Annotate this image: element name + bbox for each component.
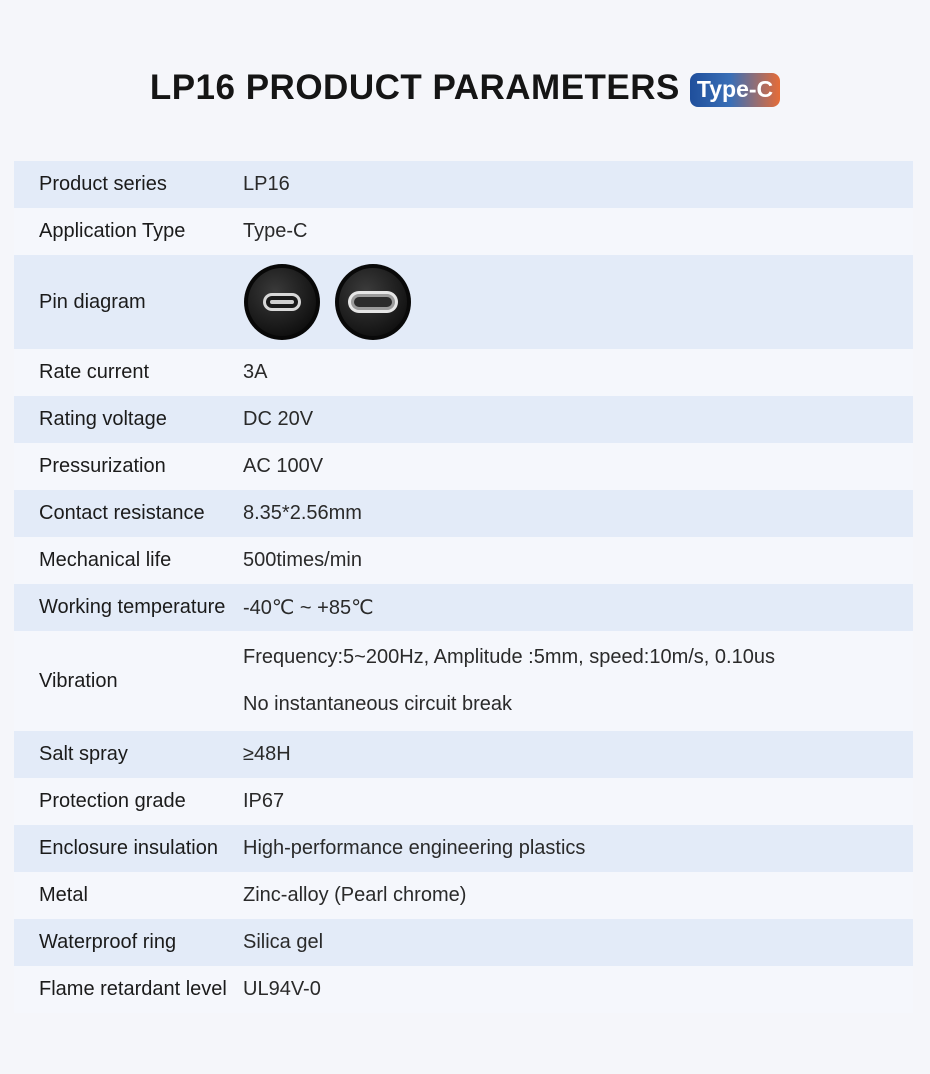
row-label: Enclosure insulation	[39, 837, 218, 859]
row-value: -40℃ ~ +85℃	[243, 597, 374, 619]
row-label: Vibration	[39, 669, 118, 692]
row-label: Waterproof ring	[39, 931, 177, 953]
page-title: LP16 PRODUCT PARAMETERS	[149, 68, 680, 107]
row-value: Zinc-alloy (Pearl chrome)	[243, 884, 467, 906]
table-row	[14, 825, 913, 872]
row-label: Contact resistance	[39, 502, 205, 524]
row-label: Application Type	[39, 220, 186, 242]
table-row	[14, 443, 913, 490]
row-label: Protection grade	[39, 790, 186, 812]
usb-c-port-icon	[243, 263, 321, 341]
table-row	[14, 919, 913, 966]
row-label: Product series	[39, 173, 167, 195]
row-value: LP16	[243, 173, 290, 195]
table-row	[14, 490, 913, 537]
row-value: IP67	[243, 790, 285, 812]
row-label: Working temperature	[39, 596, 226, 618]
row-label: Pin diagram	[39, 290, 146, 313]
table-row	[14, 208, 913, 255]
row-value: High-performance engineering plastics	[243, 837, 586, 859]
row-value: UL94V-0	[243, 978, 321, 1000]
table-row	[14, 349, 913, 396]
row-value-line: No instantaneous circuit break	[243, 693, 513, 715]
row-label: Flame retardant level	[39, 978, 227, 1000]
parameters-table	[14, 161, 913, 1013]
row-value	[243, 634, 775, 728]
row-label: Rating voltage	[39, 408, 167, 430]
row-value-line: Frequency:5~200Hz, Amplitude :5mm, speed:10m/s, 0.10us	[243, 646, 775, 668]
row-value: AC 100V	[243, 455, 324, 477]
usb-c-plug-icon	[334, 263, 412, 341]
row-value: 3A	[243, 361, 268, 383]
table-row	[14, 966, 913, 1013]
row-label: Metal	[39, 884, 88, 906]
table-row	[14, 778, 913, 825]
row-value: 8.35*2.56mm	[243, 502, 362, 524]
row-value: DC 20V	[243, 408, 314, 430]
table-row	[14, 537, 913, 584]
table-row	[14, 161, 913, 208]
table-row	[14, 631, 913, 731]
row-label: Salt spray	[39, 743, 128, 765]
table-row	[14, 584, 913, 631]
row-label: Pressurization	[39, 455, 166, 477]
row-value: Silica gel	[243, 931, 324, 953]
table-row	[14, 255, 913, 349]
table-row	[14, 731, 913, 778]
page-header	[0, 68, 930, 108]
row-value: ≥48H	[243, 743, 291, 765]
row-label: Mechanical life	[39, 549, 172, 571]
row-value: 500times/min	[243, 549, 362, 571]
row-value: Type-C	[243, 220, 308, 242]
pin-diagram	[243, 263, 412, 341]
row-label: Rate current	[39, 361, 150, 383]
type-badge: Type-C	[690, 73, 780, 107]
table-row	[14, 872, 913, 919]
table-row	[14, 396, 913, 443]
